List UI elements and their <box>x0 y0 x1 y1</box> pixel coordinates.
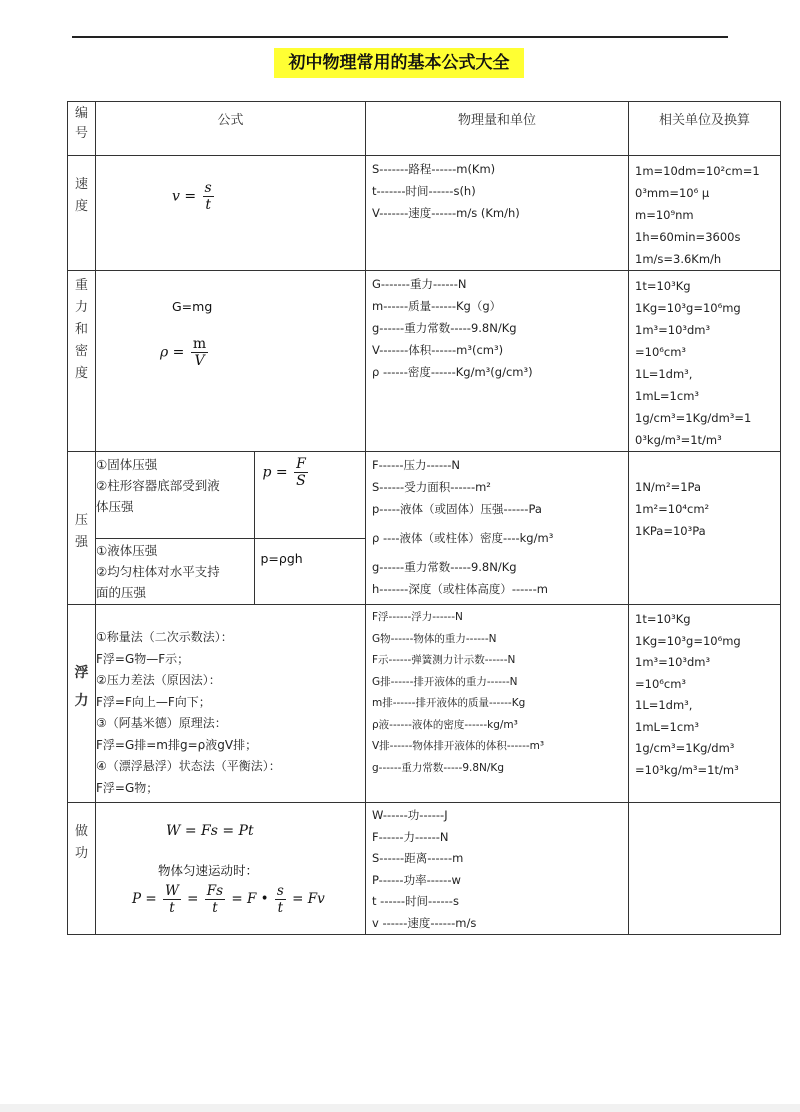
top-rule <box>72 36 728 38</box>
case-line: 体压强 <box>96 499 134 514</box>
formula-part: = F • <box>231 891 269 907</box>
quantity-line: V-------速度------m/s (Km/h) <box>372 206 520 220</box>
formula-cell-pressure <box>96 452 366 605</box>
quantity-line: S------受力面积------m² <box>372 480 491 494</box>
quantity-line: g------重力常数-----9.8N/Kg <box>372 761 504 774</box>
case-line: ②柱形容器底部受到液 <box>96 478 220 493</box>
quantity-cell-gravity <box>366 271 629 452</box>
header-number-char: 号 <box>74 126 88 141</box>
category-char: 速 <box>74 177 88 192</box>
bottom-bar <box>0 1104 800 1112</box>
conversion-line: 1N/m²=1Pa <box>635 480 702 494</box>
quantity-line: F------力------N <box>372 829 449 844</box>
case-line: ②均匀柱体对水平支持 <box>96 563 220 579</box>
conversion-line: 1L=1dm³, <box>635 367 693 381</box>
pressure-formula <box>263 456 366 489</box>
case-line: ①液体压强 <box>96 542 158 558</box>
conversion-line: 1m/s=3.6Km/h <box>635 252 722 266</box>
category-char: 压 <box>74 513 88 528</box>
method-line: F浮=G物； <box>96 780 159 795</box>
conversion-line: 1m=10dm=10²cm=1 <box>635 164 760 178</box>
conversion-line: 1KPa=10³Pa <box>635 524 706 538</box>
density-formula <box>160 336 365 369</box>
formula-cell-work <box>96 803 366 935</box>
conversion-line: =10³kg/m³=1t/m³ <box>635 762 739 777</box>
quantity-line: ρ ----液体（或柱体）密度----kg/m³ <box>372 531 554 545</box>
category-work <box>68 803 96 935</box>
conversion-line: 1m³=10³dm³ <box>635 655 711 669</box>
category-char: 功 <box>74 846 88 861</box>
conversion-line: 0³mm=10⁶ μ <box>635 186 710 200</box>
conversion-line: 1mL=1cm³ <box>635 389 700 403</box>
method-line: ①称量法（二次示数法）： <box>96 630 233 644</box>
quantity-line: G排------排开液体的重力------N <box>372 675 518 688</box>
header-number <box>68 102 96 156</box>
conversion-line: 1t=10³Kg <box>635 279 691 293</box>
quantity-line: W------功------J <box>372 808 448 822</box>
quantity-line: v ------速度------m/s <box>372 915 477 930</box>
case-line: ①固体压强 <box>96 457 158 472</box>
category-char: 重 <box>74 278 88 293</box>
case-line: 面的压强 <box>96 584 147 600</box>
quantity-line: g------重力常数-----9.8N/Kg <box>372 321 517 335</box>
conversion-line: 1m³=10³dm³ <box>635 323 711 337</box>
speed-formula <box>172 180 365 213</box>
quantity-line: G物------物体的重力------N <box>372 632 497 645</box>
conversion-line: =10⁶cm³ <box>635 676 687 691</box>
quantity-line: G-------重力------N <box>372 277 467 291</box>
formula-numerator: m <box>192 336 207 352</box>
quantity-line: t-------时间------s(h) <box>372 184 476 198</box>
buoyancy-methods <box>96 605 366 803</box>
conversion-cell-pressure <box>629 452 781 605</box>
table-row-buoyancy <box>68 605 781 803</box>
formula-denominator: t <box>277 900 284 916</box>
formula-part: = <box>187 891 199 907</box>
quantity-line: ρ液------液体的密度------kg/m³ <box>372 718 518 731</box>
category-char: 做 <box>74 824 88 839</box>
uniform-motion-note: 物体匀速运动时： <box>158 863 259 878</box>
quantity-line: V-------体积------m³(cm³) <box>372 343 504 357</box>
quantity-line: S------距离------m <box>372 851 464 865</box>
conversion-cell-gravity <box>629 271 781 452</box>
category-char: 和 <box>74 322 88 337</box>
category-char: 密 <box>74 344 88 359</box>
gravity-formula: G=mg <box>172 299 213 314</box>
method-line: F浮=G排=m排g=ρ液gV排； <box>96 737 258 752</box>
conversion-line: 1m²=10⁴cm² <box>635 502 710 516</box>
header-quantity: 物理量和单位 <box>366 102 629 156</box>
category-char: 浮 <box>74 665 89 681</box>
formula-lhs: p = <box>262 464 288 481</box>
category-speed <box>68 156 96 271</box>
category-char: 强 <box>74 535 88 550</box>
category-char: 力 <box>74 693 89 709</box>
quantity-line: ρ ------密度------Kg/m³(g/cm³) <box>372 365 533 379</box>
formula-cell-speed <box>96 156 366 271</box>
formula-denominator: t <box>212 900 218 916</box>
work-formula: W = Fs = Pt <box>166 823 254 839</box>
page-title: 初中物理常用的基本公式大全 <box>274 48 524 78</box>
formula-denominator: S <box>296 473 306 489</box>
method-line: ④（漂浮悬浮）状态法（平衡法）： <box>96 759 281 773</box>
formula-numerator: F <box>296 456 306 472</box>
table-header-row <box>68 102 781 156</box>
conversion-cell-buoyancy <box>629 605 781 803</box>
quantity-cell-pressure <box>366 452 629 605</box>
formula-table <box>67 101 781 935</box>
formula-lhs: ρ = <box>160 344 185 361</box>
quantity-line: V排------物体排开液体的体积------m³ <box>372 740 545 752</box>
formula-numerator: W <box>164 883 179 899</box>
header-number-char: 编 <box>74 106 88 121</box>
formula-denominator: V <box>194 353 205 369</box>
conversion-line: 0³kg/m³=1t/m³ <box>635 433 722 447</box>
quantity-line: g------重力常数-----9.8N/Kg <box>372 560 517 574</box>
quantity-cell-buoyancy <box>366 605 629 803</box>
conversion-line: 1Kg=10³g=10⁶mg <box>635 633 741 648</box>
formula-cell-gravity <box>96 271 366 452</box>
table-row-pressure <box>68 452 781 605</box>
conversion-line: 1t=10³Kg <box>635 612 691 626</box>
conversion-line: =10⁶cm³ <box>635 345 687 359</box>
header-formula: 公式 <box>96 102 366 156</box>
conversion-cell-speed <box>629 156 781 271</box>
quantity-line: m------质量------Kg（g） <box>372 299 502 313</box>
category-gravity-density <box>68 271 96 452</box>
liquid-pressure-formula: p=ρgh <box>254 538 365 604</box>
category-char: 度 <box>74 366 88 381</box>
conversion-line: m=10⁹nm <box>635 208 694 222</box>
formula-denominator: t <box>205 197 211 213</box>
conversion-cell-work <box>629 803 781 935</box>
quantity-cell-speed <box>366 156 629 271</box>
pressure-case-liquid <box>96 538 254 604</box>
pressure-subtable <box>96 452 365 604</box>
formula-part: P = <box>132 891 157 907</box>
category-buoyancy <box>68 605 96 803</box>
power-formula <box>132 883 365 916</box>
conversion-line: 1mL=1cm³ <box>635 719 700 734</box>
quantity-line: h-------深度（或柱体高度）------m <box>372 582 548 596</box>
conversion-line: 1Kg=10³g=10⁶mg <box>635 301 741 315</box>
conversion-line: 1g/cm³=1Kg/dm³=1 <box>635 411 752 425</box>
formula-numerator: s <box>204 180 212 196</box>
quantity-line: F示------弹簧测力计示数------N <box>372 654 516 666</box>
method-line: F浮=G物—F示； <box>96 651 190 666</box>
quantity-line: F------压力------N <box>372 458 461 472</box>
quantity-line: S-------路程------m(Km) <box>372 162 496 176</box>
table-row-gravity-density <box>68 271 781 452</box>
quantity-cell-work <box>366 803 629 935</box>
quantity-line: P------功率------w <box>372 872 461 887</box>
conversion-line: 1L=1dm³, <box>635 698 693 712</box>
table-row-work <box>68 803 781 935</box>
formula-part: = Fv <box>292 891 325 907</box>
category-pressure <box>68 452 96 605</box>
formula-numerator: Fs <box>206 883 224 899</box>
quantity-line: m排------排开液体的质量------Kg <box>372 697 526 709</box>
formula-lhs: v = <box>172 188 197 205</box>
formula-numerator: s <box>276 883 284 899</box>
quantity-line: F浮------浮力------N <box>372 611 463 623</box>
pressure-case-solid <box>96 452 254 538</box>
quantity-line: t ------时间------s <box>372 894 459 908</box>
conversion-line: 1h=60min=3600s <box>635 230 741 244</box>
pressure-formula-cell <box>254 452 365 538</box>
header-conversion: 相关单位及换算 <box>629 102 781 156</box>
method-line: ②压力差法（原因法）： <box>96 673 221 687</box>
category-char: 度 <box>74 199 88 214</box>
formula-denominator: t <box>169 900 175 916</box>
method-line: ③（阿基米德）原理法： <box>96 716 227 730</box>
quantity-line: p-----液体（或固体）压强------Pa <box>372 502 542 516</box>
category-char: 力 <box>74 300 88 315</box>
conversion-line: 1g/cm³=1Kg/dm³ <box>635 741 735 755</box>
table-row-speed <box>68 156 781 271</box>
method-line: F浮=F向上—F向下； <box>96 694 211 709</box>
